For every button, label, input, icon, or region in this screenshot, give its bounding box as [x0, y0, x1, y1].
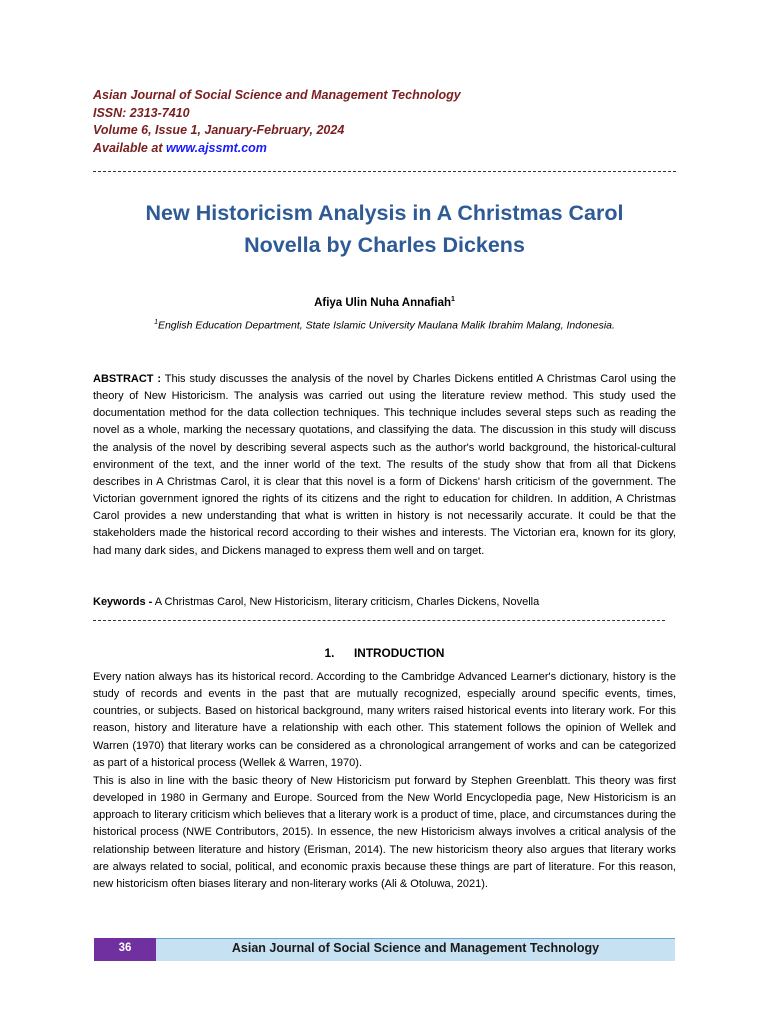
journal-issn: ISSN: 2313-7410 [93, 105, 190, 120]
keywords-label: Keywords - [93, 596, 153, 608]
title-line-2: Novella by Charles Dickens [244, 233, 525, 257]
title-line-1: New Historicism Analysis in A Christmas Carol [145, 201, 624, 225]
author-name-text: Afiya Ulin Nuha Annafiah [314, 296, 452, 309]
journal-availability [93, 140, 461, 158]
journal-website-link[interactable]: www.ajssmt.com [165, 140, 267, 155]
author-superscript: 1 [451, 296, 455, 303]
article-title [93, 197, 676, 261]
header-divider [93, 171, 676, 172]
author-affiliation [93, 319, 676, 332]
affiliation-text: English Education Department, State Islamic University Maulana Malik Ibrahim Malang, Indonesia. [157, 319, 615, 332]
keywords-divider [93, 620, 665, 621]
intro-paragraph-2: This is also in line with the basic theory of New Historicism put forward by Stephen Greenblatt. This theory was first developed in 1980 in Germany and Europe. Sourced from the New World Encyclopedia page, New Historicism is an approach to literary criticism which believes that a literary work is a product of time, place, and circumstances during the historical process (NWE Contributors, 2015). In essence, the new Historicism always involves a critical analysis of the relationship between literature and history (Erisman, 2014). The new historicism theory also argues that literary works are always related to social, political, and economic praxis because these things are part of literature. For this reason, new historicism often biases literary and non-literary works (Ali & Otoluwa, 2021). [93, 775, 676, 890]
journal-volume: Volume 6, Issue 1, January-February, 2024 [93, 123, 345, 137]
affiliation-superscript: 1 [154, 319, 158, 326]
journal-header [93, 87, 461, 157]
page-footer [94, 938, 675, 961]
section-heading-introduction: 1. INTRODUCTION [324, 646, 445, 660]
keywords-text: A Christmas Carol, New Historicism, literary criticism, Charles Dickens, Novella [152, 596, 540, 608]
page-number: 36 [94, 938, 156, 961]
intro-paragraph-1: Every nation always has its historical record. According to the Cambridge Advanced Learner's dictionary, history is the study of records and events in the past that are mutually recognized, especially around specific events, times, countries, or subjects. Based on historical background, many writers raised historical events into literary work. For this reason, history and literature have a relationship with each other. This statement follows the opinion of Wellek and Warren (1970) that literary works can be considered as a chronological arrangement of works and can be categorized as part of a historical process (Wellek & Warren, 1970). [93, 671, 676, 769]
footer-journal-name: Asian Journal of Social Science and Management Technology [156, 938, 675, 961]
abstract-text: This study discusses the analysis of the novel by Charles Dickens entitled A Christmas Carol using the theory of New Historicism. The analysis was carried out using the literature review method. This study used the documentation method for the data collection techniques. This technique includes several steps such as reading the novel as a whole, marking the necessary quotations, and classifying the data. The discussion in this study will discuss the analysis of the novel by describing several aspects such as the author's world background, the historical-cultural environment of the text, and the inner world of the text. The results of the study show that from all that Dickens describes in A Christmas Carol, it is clear that this novel is a form of Dickens' harsh criticism of the government. The Victorian government ignored the rights of its citizens and the right to education for children. In addition, A Christmas Carol provides a new understanding that what is written in history is not necessarily accurate. It could be that the stakeholders made the historical record according to their wishes and interests. The Victorian era, known for its glory, had many dark sides, and Dickens managed to express them well and on target. [93, 373, 676, 557]
keywords [93, 594, 676, 611]
abstract [93, 371, 676, 560]
author-name [93, 296, 676, 309]
journal-name: Asian Journal of Social Science and Management Technology [93, 88, 461, 102]
abstract-label: ABSTRACT : [93, 373, 162, 385]
availability-prefix: Available at [93, 140, 166, 155]
